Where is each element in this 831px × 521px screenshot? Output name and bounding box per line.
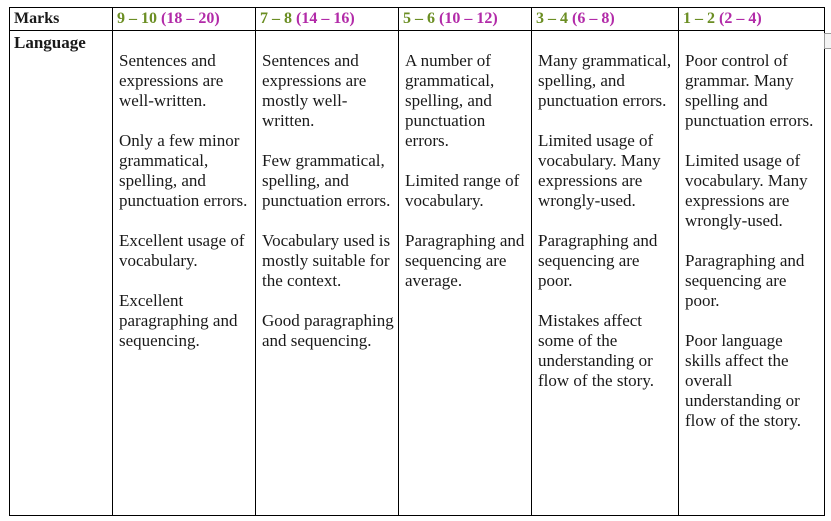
criterion-text: Sentences and expressions are well-written. [119, 51, 224, 110]
score-subrange: (6 – 8) [572, 10, 615, 27]
criterion-text: Paragraphing and sequencing are poor. [685, 251, 805, 310]
score-subrange: (2 – 4) [719, 10, 762, 27]
row-label: Language [10, 31, 113, 516]
criterion-text: Only a few minor grammatical, spelling, and punctuation errors. [119, 131, 248, 210]
score-subrange: (10 – 12) [439, 10, 498, 27]
criterion-text: Excellent paragraphing and sequencing. [119, 291, 238, 350]
criterion-text: Few grammatical, spelling, and punctuation errors. [262, 151, 391, 210]
score-range: 3 – 4 [536, 10, 568, 27]
criteria-cell [532, 31, 679, 516]
score-header [532, 8, 679, 31]
score-range: 1 – 2 [683, 10, 715, 27]
criterion-text: Paragraphing and sequencing are average. [405, 231, 525, 290]
score-range: 7 – 8 [260, 10, 292, 27]
header-row [10, 8, 825, 31]
criterion-text: Paragraphing and sequencing are poor. [538, 231, 658, 290]
rubric-table [9, 7, 825, 516]
criterion-text: A number of grammatical, spelling, and punctuation errors. [405, 51, 495, 150]
criterion-text: Mistakes affect some of the understanding or flow of the story. [538, 311, 654, 390]
criterion-text: Limited usage of vocabulary. Many expressions are wrongly-used. [538, 131, 661, 210]
score-header [113, 8, 256, 31]
criterion-text: Sentences and expressions are mostly well-written. [262, 51, 367, 130]
criterion-text: Limited range of vocabulary. [405, 171, 520, 210]
criteria-cell [399, 31, 532, 516]
score-header [399, 8, 532, 31]
score-range: 5 – 6 [403, 10, 435, 27]
side-handle[interactable] [824, 33, 831, 49]
criteria-cell [679, 31, 825, 516]
criteria-cell [113, 31, 256, 516]
marks-header [10, 8, 113, 31]
score-header [679, 8, 825, 31]
score-subrange: (18 – 20) [161, 10, 220, 27]
criterion-text: Poor control of grammar. Many spelling and punctuation errors. [685, 51, 814, 130]
score-range: 9 – 10 [117, 10, 157, 27]
criterion-text: Poor language skills affect the overall understanding or flow of the story. [685, 331, 801, 430]
criteria-cell [256, 31, 399, 516]
criterion-text: Limited usage of vocabulary. Many expressions are wrongly-used. [685, 151, 808, 230]
criterion-text: Excellent usage of vocabulary. [119, 231, 245, 270]
language-row [10, 31, 825, 516]
criterion-text: Good paragraphing and sequencing. [262, 311, 394, 350]
criterion-text: Many grammatical, spelling, and punctuation errors. [538, 51, 672, 110]
score-subrange: (14 – 16) [296, 10, 355, 27]
score-header [256, 8, 399, 31]
marks-label: Marks [14, 10, 60, 27]
criterion-text: Vocabulary used is mostly suitable for the context. [262, 231, 391, 290]
